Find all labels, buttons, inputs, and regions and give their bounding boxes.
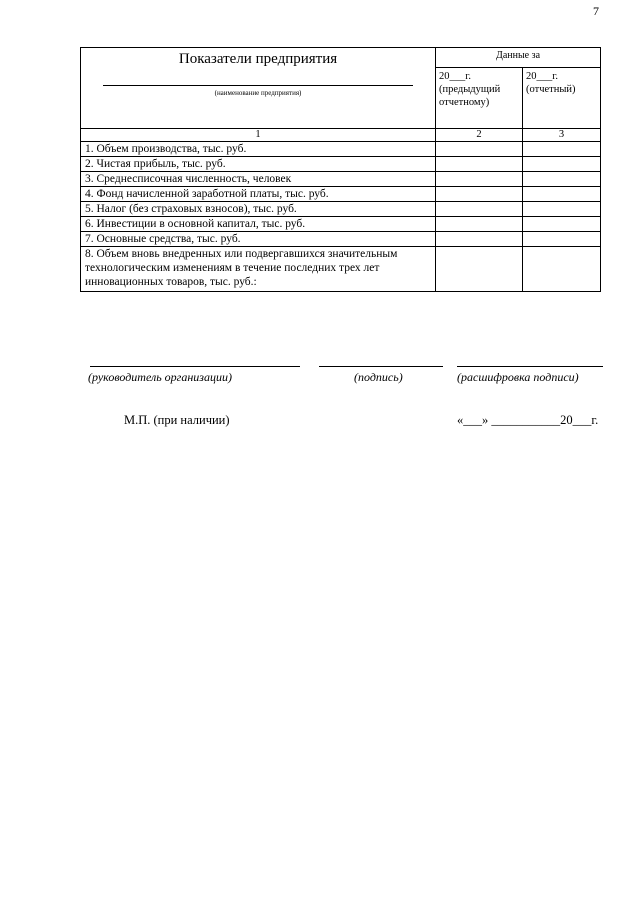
enterprise-name-line — [103, 85, 413, 86]
indicators-table — [80, 47, 601, 292]
signature-decoding-line[interactable] — [457, 366, 603, 367]
table-row — [81, 142, 601, 157]
row-label: 3. Среднесписочная численность, человек — [81, 172, 436, 187]
value-cell-previous[interactable] — [436, 202, 523, 217]
signature-caption: (подпись) — [354, 370, 403, 384]
column-number: 3 — [523, 129, 601, 142]
value-cell-current[interactable] — [523, 202, 601, 217]
value-cell-current[interactable] — [523, 157, 601, 172]
value-cell-previous[interactable] — [436, 247, 523, 292]
column-number-row — [81, 129, 601, 142]
table-row — [81, 187, 601, 202]
column-number: 1 — [81, 129, 436, 142]
table-row — [81, 172, 601, 187]
table-row — [81, 217, 601, 232]
value-cell-current[interactable] — [523, 142, 601, 157]
row-label: 8. Объем вновь внедренных или подвергавшихся значительным технологическим изменениям в течение последних трех лет инновационных товаров, тыс. руб.: — [81, 247, 436, 292]
enterprise-name-caption: (наименование предприятия) — [214, 89, 302, 97]
value-cell-current[interactable] — [523, 172, 601, 187]
data-for-header: Данные за — [436, 48, 601, 68]
row-label: 5. Налог (без страховых взносов), тыс. руб. — [81, 202, 436, 217]
table-title: Показатели предприятия — [178, 51, 338, 67]
table-row — [81, 232, 601, 247]
value-cell-previous[interactable] — [436, 157, 523, 172]
value-cell-previous[interactable] — [436, 217, 523, 232]
previous-year-header: 20___г. (предыдущий отчетному) — [436, 68, 523, 129]
value-cell-previous[interactable] — [436, 232, 523, 247]
value-cell-current[interactable] — [523, 217, 601, 232]
value-cell-current[interactable] — [523, 187, 601, 202]
row-label: 1. Объем производства, тыс. руб. — [81, 142, 436, 157]
signature-line[interactable] — [319, 366, 443, 367]
column-number: 2 — [436, 129, 523, 142]
value-cell-current[interactable] — [523, 247, 601, 292]
head-caption: (руководитель организации) — [88, 370, 232, 384]
table-row — [81, 157, 601, 172]
date-line: «___» ___________20___г. — [457, 413, 599, 427]
value-cell-previous[interactable] — [436, 187, 523, 202]
head-signature-line[interactable] — [90, 366, 300, 367]
row-label: 6. Инвестиции в основной капитал, тыс. руб. — [81, 217, 436, 232]
current-year-header: 20___г. (отчетный) — [523, 68, 601, 129]
table-row — [81, 247, 601, 292]
row-label: 2. Чистая прибыль, тыс. руб. — [81, 157, 436, 172]
value-cell-current[interactable] — [523, 232, 601, 247]
table-title-cell — [81, 48, 436, 129]
table-row — [81, 202, 601, 217]
value-cell-previous[interactable] — [436, 172, 523, 187]
value-cell-previous[interactable] — [436, 142, 523, 157]
row-label: 4. Фонд начисленной заработной платы, тыс. руб. — [81, 187, 436, 202]
page-number: 7 — [593, 4, 599, 18]
seal-place: М.П. (при наличии) — [124, 413, 230, 427]
signature-decoding-caption: (расшифровка подписи) — [457, 370, 579, 384]
row-label: 7. Основные средства, тыс. руб. — [81, 232, 436, 247]
